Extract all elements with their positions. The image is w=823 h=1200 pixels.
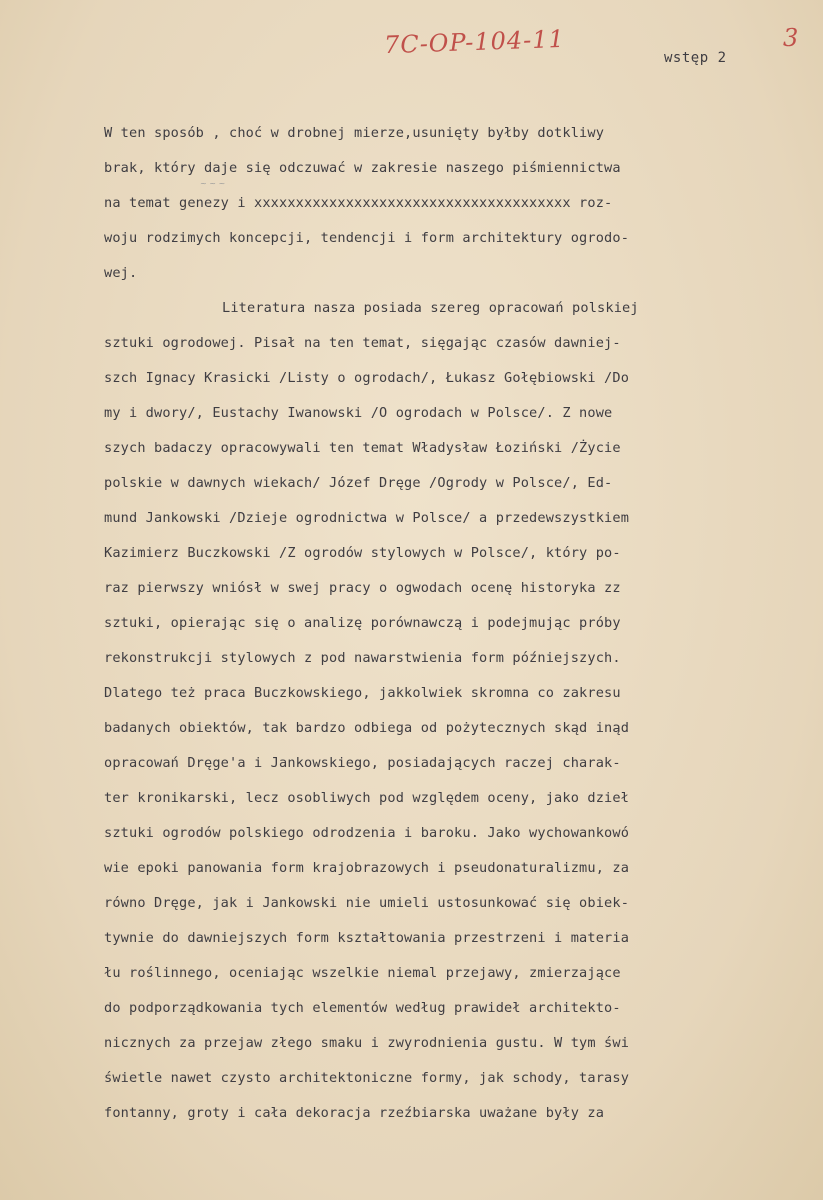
text-line: W ten sposób , choć w drobnej mierze,usunięty byłby dotkliwy bbox=[104, 125, 605, 141]
text-line: szych badaczy opracowywali ten temat Władysław Łoziński /Życie bbox=[104, 440, 621, 456]
text-line: nicznych za przejaw złego smaku i zwyrodnienia gustu. W tym świ bbox=[104, 1035, 630, 1051]
pencil-annotation: ~ ~ ~ bbox=[200, 179, 226, 188]
text-line: polskie w dawnych wiekach/ Józef Dręge /Ogrody w Polsce/, Ed- bbox=[104, 475, 613, 491]
text-line: świetle nawet czysto architektoniczne formy, jak schody, tarasy bbox=[104, 1070, 630, 1086]
text-line: Kazimierz Buczkowski /Z ogrodów stylowych w Polsce/, który po- bbox=[104, 545, 621, 561]
text-line: tywnie do dawniejszych form kształtowania przestrzeni i materia bbox=[104, 930, 630, 946]
text-line: rekonstrukcji stylowych z pod nawarstwienia form późniejszych. bbox=[104, 650, 621, 666]
text-line: Dlatego też praca Buczkowskiego, jakkolwiek skromna co zakresu bbox=[104, 685, 621, 701]
text-line: łu roślinnego, oceniając wszelkie niemal przejawy, zmierzające bbox=[104, 965, 621, 981]
text-line: wie epoki panowania form krajobrazowych i pseudonaturalizmu, za bbox=[104, 860, 630, 876]
text-line: sztuki ogrodowej. Pisał na ten temat, sięgając czasów dawniej- bbox=[104, 335, 621, 351]
text-line: badanych obiektów, tak bardzo odbiega od pożytecznych skąd inąd bbox=[104, 720, 630, 736]
text-line: sztuki, opierając się o analizę porównawczą i podejmując próby bbox=[104, 615, 621, 631]
text-line: równo Dręge, jak i Jankowski nie umieli ustosunkować się obiek- bbox=[104, 895, 630, 911]
text-line: woju rodzimych koncepcji, tendencji i form architektury ogrodo- bbox=[104, 230, 630, 246]
text-line: do podporządkowania tych elementów według prawideł architekto- bbox=[104, 1000, 621, 1016]
page-number: 3 bbox=[783, 24, 799, 52]
text-line: na temat genezy i xxxxxxxxxxxxxxxxxxxxxxxxxxxxxxxxxxxxxx roz- bbox=[104, 195, 613, 211]
text-line: wej. bbox=[104, 265, 138, 281]
text-line: szch Ignacy Krasicki /Listy o ogrodach/, Łukasz Gołębiowski /Do bbox=[104, 370, 630, 386]
text-line: sztuki ogrodów polskiego odrodzenia i baroku. Jako wychowankowó bbox=[104, 825, 630, 841]
text-line: raz pierwszy wniósł w swej pracy o ogwodach ocenę historyka zz bbox=[104, 580, 621, 596]
text-line: mund Jankowski /Dzieje ogrodnictwa w Polsce/ a przedewszystkiem bbox=[104, 510, 630, 526]
text-line: my i dwory/, Eustachy Iwanowski /O ogrodach w Polsce/. Z nowe bbox=[104, 405, 613, 421]
text-line: opracowań Dręge'a i Jankowskiego, posiadających raczej charak- bbox=[104, 755, 621, 771]
text-line: fontanny, groty i cała dekoracja rzeźbiarska uważane były za bbox=[104, 1105, 605, 1121]
archive-number: 7C-OP-104-11 bbox=[383, 24, 566, 60]
body-text bbox=[104, 116, 804, 1131]
section-label: wstęp 2 bbox=[664, 50, 727, 66]
text-line: Literatura nasza posiada szereg opracowań polskiej bbox=[222, 300, 639, 316]
text-line: ter kronikarski, lecz osobliwych pod względem oceny, jako dzieł bbox=[104, 790, 630, 806]
text-line: brak, który daje się odczuwać w zakresie naszego piśmiennictwa bbox=[104, 160, 621, 176]
